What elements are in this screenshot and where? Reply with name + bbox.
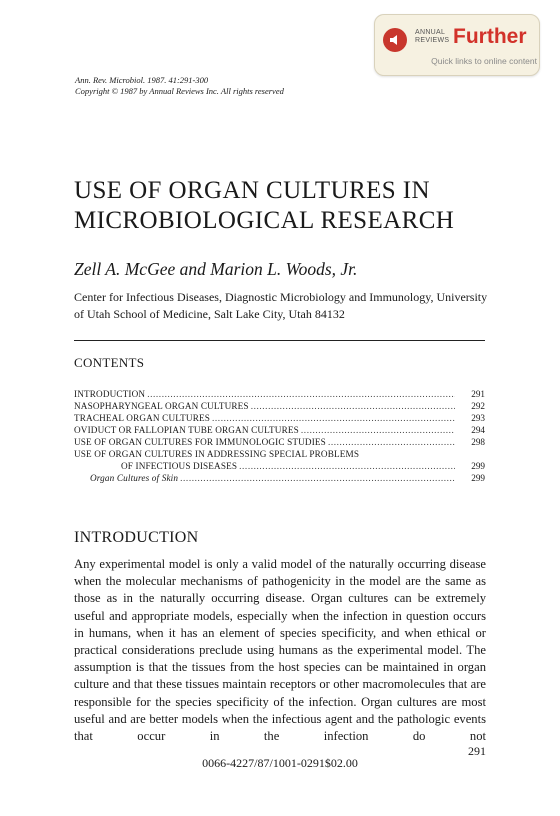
toc-item[interactable] [74, 436, 485, 448]
toc-page: 291 [471, 389, 485, 399]
toc-page: 298 [471, 437, 485, 447]
toc-page: 294 [471, 425, 485, 435]
footer-code: 0066-4227/87/1001-0291$02.00 [202, 756, 358, 770]
authors: Zell A. McGee and Marion L. Woods, Jr. [74, 259, 358, 279]
title-line-1: USE OF ORGAN CULTURES IN [74, 177, 430, 204]
toc-page: 299 [471, 473, 485, 483]
toc-item[interactable] [74, 460, 485, 472]
speaker-icon[interactable] [383, 28, 407, 52]
toc-leader [147, 388, 455, 400]
toc-leader [301, 424, 455, 436]
toc-item[interactable] [74, 412, 485, 424]
badge-tagline: Quick links to online content [431, 56, 537, 66]
toc-leader [239, 460, 455, 472]
title-line-2: MICROBIOLOGICAL RESEARCH [74, 207, 455, 234]
toc-page: 293 [471, 413, 485, 423]
affiliation [74, 289, 494, 323]
toc-item[interactable] [74, 448, 485, 460]
toc-page: 292 [471, 401, 485, 411]
journal-citation [75, 75, 284, 97]
badge-further-link[interactable]: Further [453, 25, 527, 48]
toc-label: TRACHEAL ORGAN CULTURES [74, 413, 210, 423]
toc-leader [328, 436, 455, 448]
further-badge[interactable] [374, 14, 540, 76]
citation-line: Ann. Rev. Microbiol. 1987. 41:291-300 [75, 75, 209, 85]
toc-item[interactable] [74, 472, 485, 484]
affiliation-line-1: Center for Infectious Diseases, Diagnostic Microbiology and Immunology, University [74, 290, 488, 304]
affiliation-line-2: of Utah School of Medicine, Salt Lake City, Utah 84132 [74, 307, 345, 321]
toc-item[interactable] [74, 400, 485, 412]
introduction-body: Any experimental model is only a valid model of the naturally occurring disease when the molecular mechanisms of pathogenicity in the model are the same as those as in the naturally occurring disease. Organ cultures can be extremely useful and appropriate models, especially when the infection in question occurs in humans, when it has an element of species specificity, and when ethical or practical considerations preclude using humans as the experimental model. The assumption is that the tissues from the host species can be maintained in organ culture and that these tissues maintain receptors or other macromolecules that are responsible for the species specificity of the infection. Organ cultures are most useful and are better models when the infectious agent and the pathologic events that occur in the infection do not [74, 557, 486, 744]
toc-label: OVIDUCT OR FALLOPIAN TUBE ORGAN CULTURES [74, 425, 299, 435]
toc-label: OF INFECTIOUS DISEASES [121, 461, 238, 471]
toc-page: 299 [471, 461, 485, 471]
toc-label: Organ Cultures of Skin [90, 473, 179, 483]
table-of-contents [74, 388, 485, 484]
toc-leader [251, 400, 455, 412]
toc-label: NASOPHARYNGEAL ORGAN CULTURES [74, 401, 249, 411]
toc-label: USE OF ORGAN CULTURES IN ADDRESSING SPECIAL PROBLEMS [74, 449, 360, 459]
badge-reviews-text: REVIEWS [415, 37, 450, 44]
toc-leader [180, 472, 455, 484]
page-number: 291 [468, 744, 486, 758]
copyright-line: Copyright © 1987 by Annual Reviews Inc. All rights reserved [75, 86, 284, 96]
toc-leader [212, 412, 455, 424]
toc-label: INTRODUCTION [74, 389, 146, 399]
toc-label: USE OF ORGAN CULTURES FOR IMMUNOLOGIC STUDIES [74, 437, 326, 447]
badge-annual-text: ANNUAL [415, 29, 446, 36]
article-title [74, 176, 494, 236]
toc-item[interactable] [74, 388, 485, 400]
contents-heading: CONTENTS [74, 355, 145, 370]
introduction-heading: INTRODUCTION [74, 529, 199, 546]
toc-item[interactable] [74, 424, 485, 436]
divider [74, 340, 485, 341]
